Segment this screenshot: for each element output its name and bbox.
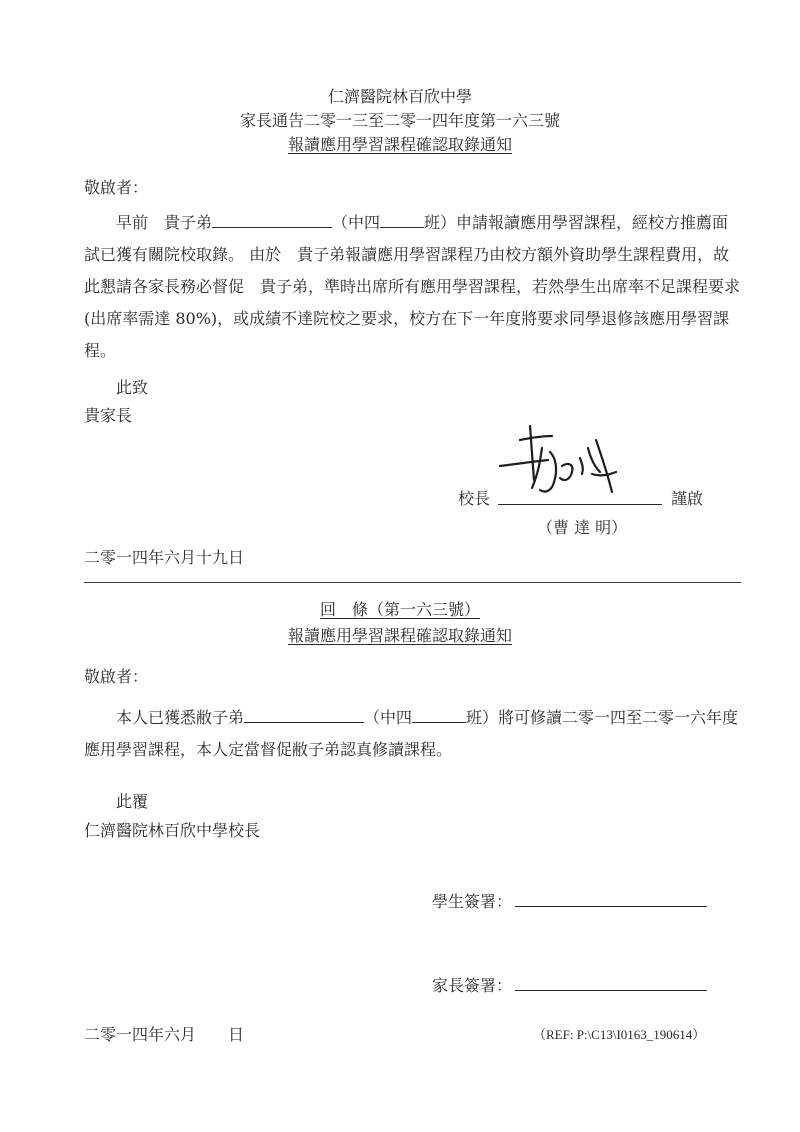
reply-date: 二零一四年六月 日: [84, 1025, 245, 1044]
reply-subject: 報讀應用學習課程確認取錄通知: [287, 626, 512, 645]
reply-addressee: 仁濟醫院林百欣中學校長: [84, 821, 261, 840]
reference-code: （REF: P:\C13\I0163_190614）: [533, 1027, 706, 1042]
notice-date: 二零一四年六月十九日: [84, 548, 245, 567]
school-name: 仁濟醫院林百欣中學: [327, 87, 472, 106]
student-name-blank: [212, 211, 332, 228]
reply-closing: 此覆: [116, 792, 149, 811]
principal-signature-line: [498, 504, 662, 505]
respect-closing: 謹啟: [671, 489, 704, 508]
reply-class-blank[interactable]: [412, 706, 466, 723]
notice-subject: 報讀應用學習課程確認取錄通知: [287, 135, 512, 154]
principal-label: 校長: [458, 489, 491, 508]
parent-signature-line[interactable]: [515, 990, 707, 991]
student-signature-label: 學生簽署：: [432, 892, 513, 911]
tear-off-divider: [84, 582, 741, 583]
class-blank: [380, 211, 424, 228]
reply-title: 回 條（第一六三號）: [319, 600, 480, 619]
reply-student-name-blank[interactable]: [244, 706, 364, 723]
principal-signature: [496, 418, 626, 500]
reply-salutation: 敬啟者：: [84, 667, 149, 686]
parent-signature-label: 家長簽署：: [432, 976, 513, 995]
addressee: 貴家長: [84, 406, 133, 425]
notice-number: 家長通告二零一三至二零一四年度第一六三號: [239, 111, 560, 130]
reply-paragraph: 本人已獲悉敝子弟 （中四 班）將可修讀二零一四至二零一六年度應用學習課程，本人定當督促敝子弟認真修讀課程。: [84, 708, 739, 759]
closing-text: 此致: [116, 378, 149, 397]
principal-name: （曹 達 明）: [537, 518, 628, 537]
notice-paragraph: 早前 貴子弟 （中四 班）申請報讀應用學習課程，經校方推薦面試已獲有關院校取錄。 由於 貴子弟報讀應用學習課程乃由校方額外資助學生課程費用，故此懇請各家長務必督促 貴子弟，準時出席所有應用學習課程，若然學生出席率不足課程要求(出席率需達 80%)，或成績不達院校之要求，校方在下一年度將要求同學退修該應用學習課程。: [84, 213, 741, 360]
student-signature-line[interactable]: [515, 906, 707, 907]
salutation: 敬啟者：: [84, 178, 149, 197]
